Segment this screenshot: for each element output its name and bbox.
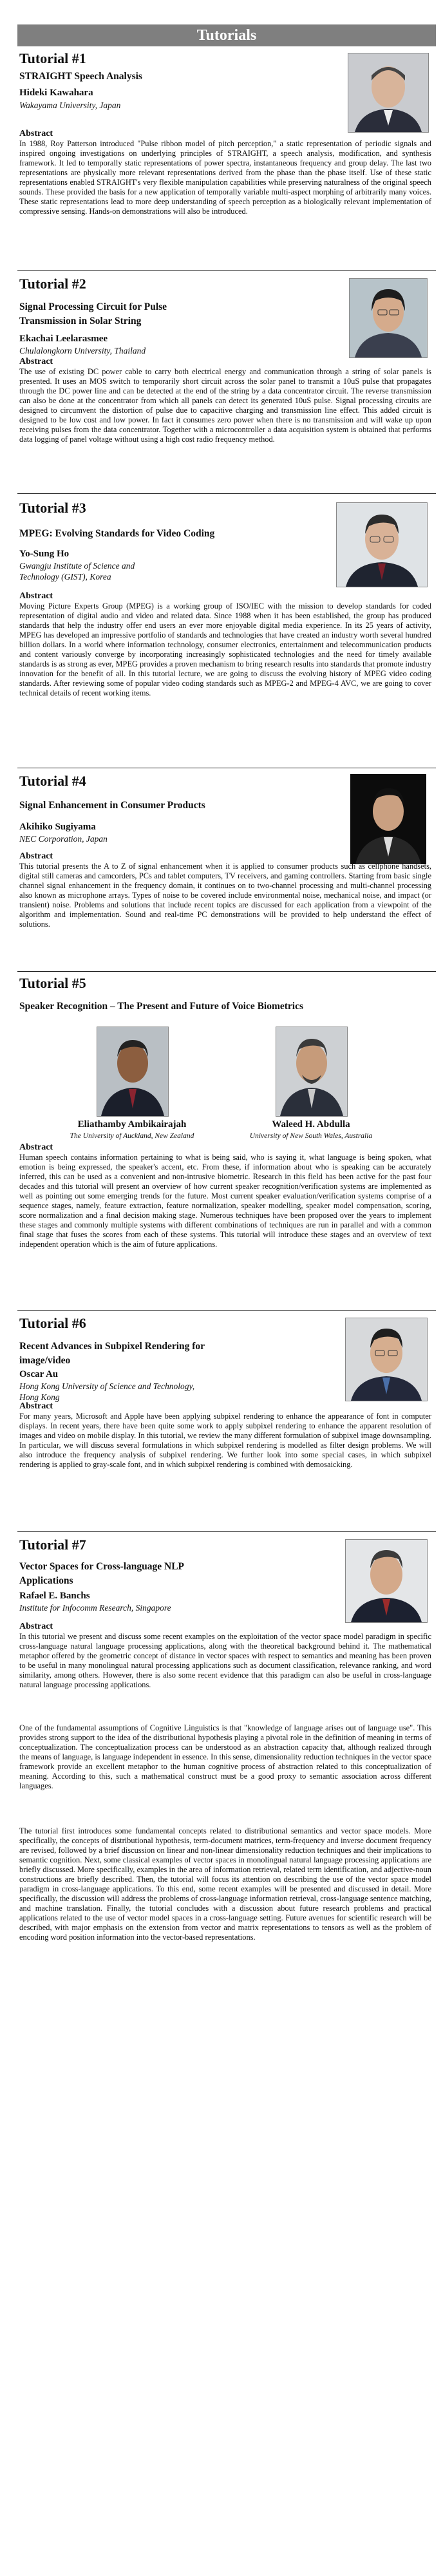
tutorial-1-title: STRAIGHT Speech Analysis (19, 71, 142, 82)
tutorial-1-affiliation: Wakayama University, Japan (19, 100, 121, 110)
tutorial-4-abstract-label: Abstract (19, 851, 53, 861)
tutorial-2-abstract-label: Abstract (19, 357, 53, 366)
tutorial-6-title: Recent Advances in Subpixel Rendering for image/video (19, 1341, 205, 1366)
tutorial-3-author: Yo-Sung Ho (19, 549, 70, 559)
tutorial-4-number: Tutorial #4 (19, 773, 86, 789)
tutorial-4-author: Akihiko Sugiyama (19, 822, 96, 832)
tutorial-7-affiliation: Institute for Infocomm Research, Singapore (19, 1603, 171, 1613)
tutorial-5-speaker-2-name: Waleed H. Abdulla (272, 1119, 350, 1130)
tutorial-7-abstract-paragraph-3: The tutorial first introduces some fundamental concepts related to distributional semantics and vector space models. More specifically, the concepts of distributional hypothesis, term-document matrices, term-frequency and inverse document frequency are revised, followed by a brief discussion on linear and non-linear dimensionality reduction techniques and their implications to semantic cognition. Next, some classical examples of vector spaces in monolingual natural language processing applications are briefly discussed. More specifically, examples in the area of information retrieval, related term identification, and adjective-noun constructions are briefly described. Then, the tutorial will focus its attention on describing the use of the vector space model paradigm in cross-language applications. To this end, some recent examples will be presented and discussed in detail. More specifically, the discussion will address the problems of cross-language information retrieval, cross-language sentence matching, and machine translation. Finally, the tutorial concludes with a discussion about future research problems and practical applications related to the use of vector model spaces in a cross-language setting. Future avenues for scientific research will be described, with major emphasis on the extension from vector and matrix representations to tensors as well as the problem of encoding word position information into the vector-based representations. (19, 1826, 431, 1942)
divider (17, 1310, 436, 1311)
tutorial-7-abstract-paragraph-1: In this tutorial we present and discuss some recent examples on the exploitation of the vector space model paradigm in specific cross-language natural language processing applications, along with the theoretical background behind it. The mathematical metaphor offered by the geometric concept of distance in vector spaces with respect to semantics and meaning has been proven to be useful in many monolingual natural processing applications such as document classification, relevance ranking, and word similarity, among others. However, there is also some recent evidence that this paradigm can also be useful in cross-language natural language processing applications. (19, 1632, 431, 1689)
tutorial-7-title: Vector Spaces for Cross-language NLP Applications (19, 1561, 184, 1586)
tutorial-5-speaker-2-photo (276, 1027, 348, 1117)
tutorial-3-affiliation: Gwangju Institute of Science and Technology (GIST), Korea (19, 561, 135, 582)
tutorial-6-abstract-label: Abstract (19, 1401, 53, 1411)
tutorial-3-abstract-label: Abstract (19, 591, 53, 601)
divider (17, 971, 436, 972)
tutorial-4-affiliation: NEC Corporation, Japan (19, 834, 108, 844)
tutorial-5-speaker-1-affiliation: The University of Auckland, New Zealand (70, 1132, 194, 1140)
tutorial-3-number: Tutorial #3 (19, 500, 86, 516)
tutorial-5-speaker-2-affiliation: University of New South Wales, Australia (249, 1132, 373, 1140)
tutorial-5-abstract-label: Abstract (19, 1142, 53, 1152)
tutorial-5-speaker-1-name: Eliathamby Ambikairajah (77, 1119, 187, 1130)
page-title: Tutorials (17, 24, 436, 46)
tutorial-2-title: Signal Processing Circuit for Pulse Transmission in Solar String (19, 301, 167, 327)
tutorial-2-author: Ekachai Leelarasmee (19, 334, 108, 344)
tutorial-2-speaker-photo (349, 278, 428, 358)
tutorial-2-number: Tutorial #2 (19, 276, 86, 292)
tutorial-1-abstract: In 1988, Roy Patterson introduced "Pulse ribbon model of pitch perception," a static representation of periodic signals and inspired ongoing investigations on underlying principles of STRAIGHT, a speech analysis, modification, and synthesis framework. It led to temporally static representations of power spectra, instantaneous frequency and group delay. The last two representations are physically more relevant representations derived from the phase than the phase itself. Use of these static representations enabled STRAIGHT's very flexible manipulation capabilities while preserving naturalness of the original speech sounds. These provided the basis for a new application of temporally variable multi-aspect morphing of arbitrarily many voices. These static representations lead to more deep understanding of speech perception as a biologically relevant implementation of compressive sensing. Hands-on demonstrations will also be introduced. (19, 139, 431, 216)
tutorial-4-title: Signal Enhancement in Consumer Products (19, 800, 205, 811)
tutorial-7-author: Rafael E. Banchs (19, 1591, 90, 1601)
tutorial-4-speaker-photo (350, 774, 426, 864)
tutorial-6-number: Tutorial #6 (19, 1315, 86, 1331)
divider (17, 493, 436, 494)
tutorial-7-abstract-paragraph-2: One of the fundamental assumptions of Cognitive Linguistics is that "knowledge of language arises out of language use". This provides strong support to the idea of the distributional hypothesis playing a pivotal role in the definition of meaning in terms of conceptualization. The conceptualization process can be understood as an abstraction capacity that, although realized through the means of language, is language independent in essence. In this sense, dimensionality reduction techniques in the vector space framework provide an excellent metaphor to the human cognitive process of abstraction related to this conceptualization of meaning. According to this, such a mathematical construct must be a good proxy to semantic association across different languages. (19, 1723, 431, 1790)
tutorial-7-abstract-label: Abstract (19, 1622, 53, 1631)
tutorial-7-speaker-photo (345, 1539, 428, 1623)
divider (17, 270, 436, 271)
tutorial-4-abstract: This tutorial presents the A to Z of signal enhancement when it is applied to consumer products such as cellphone handsets, digital still cameras and camcorders, PCs and tablet computers, TV receivers, and gaming controllers. Starting from basic single channel signal enhancement in the frequency domain, it continues on to two-channel processing and multi-channel processing also known as microphone arrays. Types of noise to be covered include environmental noise, mechanical noise, and impact (or transient) noise. Problems and solutions that include recent topics are discussed for each application from a viewpoint of the algorithm and implementation. Sound and real-time PC demonstrations will be provided to help understand the effect of solutions. (19, 862, 431, 929)
tutorial-5-number: Tutorial #5 (19, 975, 86, 991)
divider (17, 1531, 436, 1532)
tutorial-3-speaker-photo (336, 502, 428, 587)
tutorial-1-number: Tutorial #1 (19, 50, 86, 66)
tutorial-3-title: MPEG: Evolving Standards for Video Coding (19, 528, 215, 539)
tutorial-2-affiliation: Chulalongkorn University, Thailand (19, 346, 146, 355)
tutorial-6-abstract: For many years, Microsoft and Apple have been applying subpixel rendering to enhance the appearance of font in computer displays. In recent years, there have been quite some work to apply subpixel rendering to enhance the apparent resolution of images and video on mobile display. In this tutorial, we review the many different formulation of subpixel image downsampling. In particular, we will discuss several formulations in which subpixel rendering is modelled as filter design problems. We will also introduce the frequency analysis of subpixel rendering. We further look into some special cases, in which subpixel rendering is applied to gray-scale font, and in which subpixel rendering is combined with demosaicking. (19, 1412, 431, 1469)
tutorial-5-abstract: Human speech contains information pertaining to what is being said, who is saying it, what language is being spoken, what emotion is being expressed, the speaker's accent, etc. From these, if information about who is speaking can be accurately inferred, this can be used as a convenient and non-intrusive biometric. Research in this field has been active for the past four decades and this tutorial will present an overview of how current speaker recognition/verification systems are implemented as well as pointing out some emerging trends for the future. Most current speaker evaluation/verification systems comprise of a sequence stages, namely, feature extraction, feature normalization, speaker modelling, speaker model compensation, scoring, score normalization and a final decision making stage. Numerous techniques have been proposed over the years to implement these stages and commonly multiple systems with different combinations of techniques are run in parallel and with a common final stage that fuses the scores from each of these systems. This tutorial will introduce these stages and an overview of text independent operation which is the aim of future applications. (19, 1153, 431, 1249)
tutorial-6-affiliation: Hong Kong University of Science and Technology, Hong Kong (19, 1381, 195, 1402)
tutorial-1-abstract-label: Abstract (19, 129, 53, 138)
tutorial-5-title: Speaker Recognition – The Present and Future of Voice Biometrics (19, 1001, 304, 1012)
tutorial-1-author: Hideki Kawahara (19, 88, 93, 98)
tutorial-1-speaker-photo (348, 53, 429, 133)
tutorial-3-abstract: Moving Picture Experts Group (MPEG) is a working group of ISO/IEC with the mission to develop standards for coded representation of digital audio and video and related data. Since 1988 when it has been established, the group has produced standards that help the industry offer end users an ever more enjoyable digital media experience. In its 25 years of activity, MPEG has developed an impressive portfolio of standards and technologies that have created an industry worth several hundred billion dollars. In a world where information technology, consumer electronics, entertainment and telecommunication products and content variously converge by incorporating increasingly sophisticated technologies and the need for timely available standards is as strong as ever, MPEG provides a proven mechanism to bring research results into standards that promote industry innovation for the benefit of all. In this tutorial lecture, we are going to discuss the evolving history of MPEG video coding standards. After reviewing some of popular video coding standards such as MPEG-2 and MPEG-4 AVC, we are going to cover technical details of recent working items. (19, 601, 431, 697)
tutorial-7-number: Tutorial #7 (19, 1537, 86, 1553)
tutorial-6-speaker-photo (345, 1318, 428, 1401)
tutorial-5-speaker-1-photo (97, 1027, 169, 1117)
tutorial-6-author: Oscar Au (19, 1369, 59, 1379)
tutorial-2-abstract: The use of existing DC power cable to carry both electrical energy and communication through a string of solar panels is presented. It uses an MOS switch to temporarily short circuit across the solar panel to transmit a 10uS pulse that propagates through the DC power line and can be detected at the end of the string by a data concentrator circuit. The reverse transmission can also be done at the concentrator from which all panels can detect its generated 10uS pulse. Signal processing circuits are designed to circumvent the distortion of pulse due to capacitive charging and transmission line effect. This added circuit is designed to be low cost and low power. In fact it consumes zero power when there is no transmission and will wake up upon receiving pulses from the data concentrator. Together with a microcontroller a data acquisition system is obtained that performs data logging of panel voltage without using a high cost radio frequency method. (19, 367, 431, 444)
